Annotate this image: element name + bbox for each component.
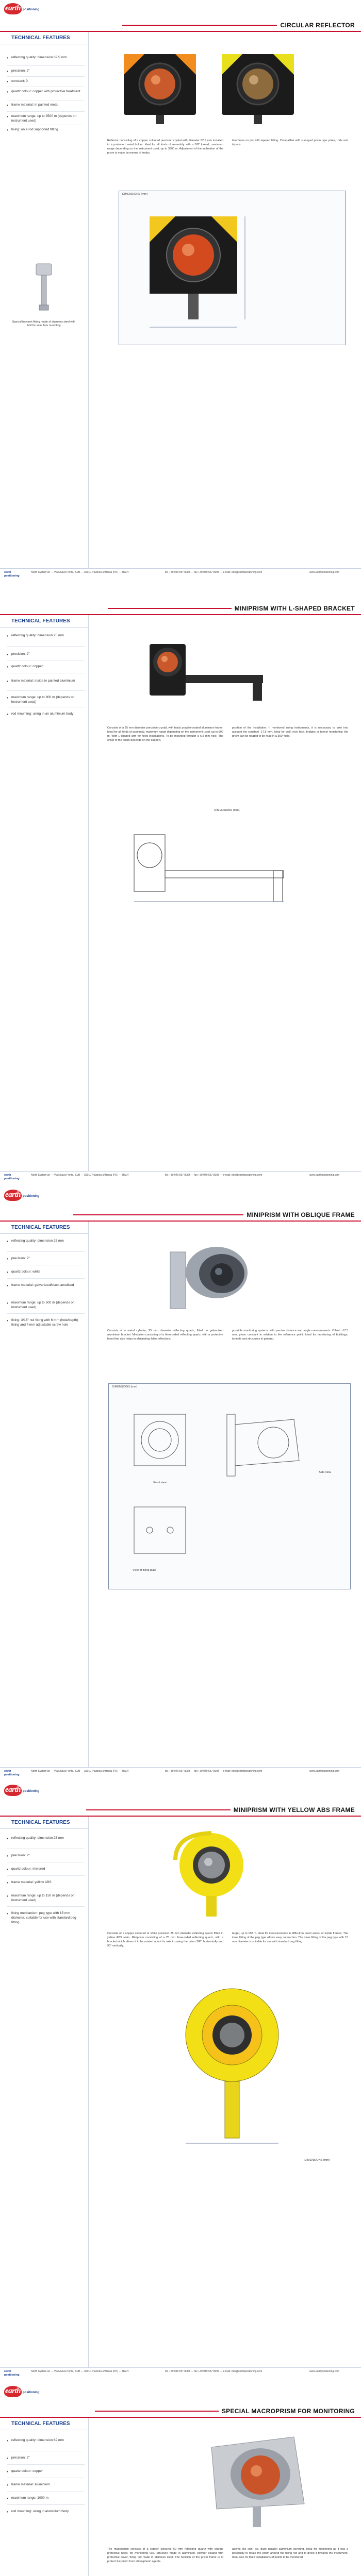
section-title: CIRCULAR REFLECTOR (280, 22, 355, 29)
caption-fixing-plate: View of fixing plate (133, 1569, 156, 1572)
description-left: The macroprism consists of a copper coloured 62 mm reflecting quartz with orange protective hood, for monitoring use. Structure made in aluminium, powder coated with protective cover, fixing rod made in stainless steel. The function of the prism frame is to protect the prism from atmospheric agents. (107, 2548, 223, 2563)
dimensions-label: DIMENSIONS (mm) (112, 1385, 138, 1388)
company-logo (4, 1785, 39, 1800)
section-title-bar (95, 2405, 355, 2417)
logo-text: earth (5, 1191, 21, 1199)
oblique-plate-drawing (124, 1502, 196, 1564)
technical-features-heading: TECHNICAL FEATURES (0, 2418, 88, 2430)
feature-item: • reflecting quality: dimension 62 mm (11, 2438, 84, 2443)
feature-item: • reflecting quality: dimension 25 mm (11, 1239, 84, 1244)
technical-features-sidebar (0, 2418, 89, 2576)
feature-item: • reflecting quality: dimension 62.5 mm (11, 56, 84, 60)
technical-features-heading: TECHNICAL FEATURES (0, 32, 88, 44)
description-right: possible monitoring systems with precise distance and angle measurements. Offset: -17.5 mm, prism constant in relation to the reference point. Ideal for monitoring of buildings, tunnels and structures in general. (232, 1329, 348, 1341)
feature-item: • frame material: in painted metal (11, 103, 84, 108)
macroprism-image (191, 2427, 325, 2530)
feature-item: • maximum range: up to 3500 m (depends on instrument used) (11, 114, 84, 124)
technical-features-sidebar (0, 615, 89, 1172)
logo-sub: positioning (23, 2391, 40, 2394)
logo-text: earth (5, 4, 21, 12)
logo-sub: positioning (23, 1195, 40, 1198)
footer-address: North System srl — Via Nuova Ponte, 81/B — 35010 Piazzola s/Brenta (PD) — ITALY (31, 1174, 129, 1177)
feature-item: • precision: 2" (11, 1257, 84, 1261)
feature-item: • precision: 2" (11, 652, 84, 657)
footer-brand: earth positioning (4, 2370, 20, 2377)
page-miniprism-yellow (0, 1783, 361, 2380)
feature-item: • rod mounting: using in aluminium body (11, 2510, 84, 2514)
feature-item: • precision: 2" (11, 1854, 84, 1858)
dimensions-label: DIMENSIONS (mm) (304, 2159, 330, 2162)
footer-address: North System srl — Via Nuova Ponte, 81/B — 35010 Piazzola s/Brenta (PD) — ITALY (31, 571, 129, 574)
feature-item: • quartz colour: copper (11, 2469, 84, 2474)
logo-sub: positioning (23, 8, 40, 11)
dimensions-label: DIMENSIONS (mm) (122, 193, 148, 196)
feature-item: • maximum range: 1000 m (11, 2496, 84, 2501)
logo-text: earth (5, 2387, 21, 2395)
logo-text: earth (5, 1786, 21, 1794)
section-title-bar (86, 1804, 355, 1816)
page-circular-reflector (0, 0, 361, 580)
feature-item: • fixing mechanism: peg type with 15 mm diameter, suitable for use with standard peg fitting (11, 1911, 84, 1925)
feature-item: • maximum range: up to 800 m (depends on instrument used) (11, 696, 84, 705)
caption-front-view: Front view (153, 1481, 167, 1484)
circular-reflector-yellow-image (217, 49, 299, 126)
technical-features-heading: TECHNICAL FEATURES (0, 615, 88, 628)
circular-reflector-image (119, 49, 201, 126)
section-title: MINIPRISM WITH OBLIQUE FRAME (247, 1211, 355, 1218)
footer-web[interactable]: www.earthpositioning.com (309, 1174, 340, 1177)
feature-item: • reflecting quality: dimension 25 mm (11, 634, 84, 638)
feature-item: • quartz colour: white (11, 1270, 84, 1275)
dimensions-label: DIMENSIONS (mm) (214, 809, 240, 812)
oblique-front-drawing (124, 1404, 196, 1476)
section-title: SPECIAL MACROPRISM FOR MONITORING (221, 2408, 355, 2415)
feature-item: • quartz colour: copper with protective treatment (11, 90, 84, 94)
company-logo (4, 3, 39, 19)
technical-features-sidebar (0, 1817, 89, 2368)
footer-contact: tel. +39 049 557 8088 — fax +39 049 557 8093 — e-mail: info@earthpositioning.com (165, 571, 262, 574)
technical-features-heading: TECHNICAL FEATURES (0, 1222, 88, 1234)
section-title: MINIPRISM WITH YELLOW ABS FRAME (233, 1806, 355, 1814)
footer-contact: tel. +39 049 557 8088 — fax +39 049 557 8093 — e-mail: info@earthpositioning.com (165, 2370, 262, 2373)
technical-features-heading: TECHNICAL FEATURES (0, 1817, 88, 1829)
feature-item: • constant: 0 (11, 79, 84, 84)
bayonet-fitting-image (21, 259, 67, 315)
company-logo (4, 1190, 39, 1205)
miniprism-oblique-image (150, 1236, 263, 1319)
page-footer (0, 2367, 361, 2379)
logo-sub: positioning (23, 1790, 40, 1793)
footer-contact: tel. +39 049 557 8088 — fax +39 049 557 8093 — e-mail: info@earthpositioning.com (165, 1174, 262, 1177)
description-right: target, up to 150 m. Ideal for measurements in difficult to reach areas, or inside frames. The inner fitting of the peg type allows easy connection. The inner fitting of the peg type with 15 mm diameter is suitable for use with standard peg fitting. (232, 1932, 348, 1943)
feature-item: • fixing: on a rod supported fitting (11, 128, 84, 132)
description-left: Reflector consisting of a copper coloured precision crystal with diameter 62.5 mm installed in a protected metal holder. Ideal for all kinds of assembly with a 5/8" thread, maximum range depending on the instrument used, up to 3500 m. Adjustment of the inclination of the prism is made by means of knobs. (107, 139, 223, 155)
feature-item: • frame material: galvanized/black anodised (11, 1283, 84, 1288)
footer-brand: earth positioning (4, 1174, 20, 1181)
section-title: MINIPRISM WITH L-SHAPED BRACKET (234, 605, 355, 612)
feature-item: • quartz colour: copper (11, 665, 84, 669)
feature-item: • fixing: 3/16" nut fixing with 6 mm (hole/depth) fixing and 4 mm adjustable screw hole (11, 1318, 84, 1328)
footer-web[interactable]: www.earthpositioning.com (309, 571, 340, 574)
footer-address: North System srl — Via Nuova Ponte, 81/B — 35010 Piazzola s/Brenta (PD) — ITALY (31, 1770, 129, 1773)
page-footer (0, 1767, 361, 1778)
description-left: Consists of a metal cylinder, 25 mm diameter reflecting quartz, fitted on galvanized aluminium bracket. Miniprism consisting of a three-sided reflecting quartz, with a protective hood that also helps in eliminating false reflections. (107, 1329, 223, 1341)
section-title-bar (108, 603, 355, 614)
footer-web[interactable]: www.earthpositioning.com (309, 1770, 340, 1773)
description-right: agents like rain, ice, dust; parallel aluminium covering. Ideal for monitoring as it has a possibility to rotate the prism around the fixing rod and to direct it towards the instrument. Ideal also for fixed installations of points to be monitored. (232, 2548, 348, 2559)
page-miniprism-oblique (0, 1188, 361, 1780)
page-miniprism-l-bracket (0, 582, 361, 1185)
page-special-macroprism (0, 2383, 361, 2576)
description-right: position of the installation. If monitored using instruments, it is necessary to take into account the constant -17.5 mm. Ideal for wall, rock face, bridges or tunnel monitoring: the prism can be rotated to be read in a 360° field. (232, 726, 348, 738)
section-title-bar (122, 20, 355, 31)
footer-brand: earth positioning (4, 1770, 20, 1777)
footer-brand: earth positioning (4, 571, 20, 578)
feature-item: • maximum range: up to 150 m (depends on instrument used) (11, 1894, 84, 1903)
page-footer (0, 568, 361, 580)
technical-features-sidebar (0, 32, 89, 568)
caption-side-view: Side view (319, 1471, 331, 1474)
miniprism-yellow-drawing (124, 1984, 330, 2148)
miniprism-yellow-image (155, 1824, 268, 1922)
feature-item: • frame material: yellow ABS (11, 1880, 84, 1885)
description-left: Consists of a copper coloured or white precision 25 mm diameter reflecting quartz fitted in yellow ABS resin. Miniprism consisting of a 25 mm three-sided reflecting quartz, with a bracket which allows it to be rotated about its axis to swing the prism 360° horizontally and 90° vertically. (107, 1932, 223, 1947)
feature-item: • quartz colour: mirrored (11, 1867, 84, 1872)
description-right: Interfaces on pin with tapered fitting. Compatible with surveyed prism type poles, rods and tripods. (232, 139, 348, 146)
section-title-bar (73, 1209, 355, 1221)
feature-item: • precision: 2" (11, 69, 84, 74)
circular-reflector-drawing (139, 206, 253, 335)
footer-contact: tel. +39 049 557 8088 — fax +39 049 557 8093 — e-mail: info@earthpositioning.com (165, 1770, 262, 1773)
feature-item: • maximum range: up to 500 m (depends on instrument used) (11, 1301, 84, 1310)
feature-item: • rod mounting: using in an aluminium body (11, 712, 84, 717)
footer-address: North System srl — Via Nuova Ponte, 81/B — 35010 Piazzola s/Brenta (PD) — ITALY (31, 2370, 129, 2373)
miniprism-l-bracket-drawing (124, 819, 309, 912)
page-footer (0, 1171, 361, 1182)
feature-item: • frame material: inside in painted aluminium (11, 679, 84, 684)
feature-item: • reflecting quality: dimension 25 mm (11, 1836, 84, 1841)
description-left: Consists of a 25 mm diameter precision crystal, with black powder-coated aluminium frame. Ideal for all kinds of assembly, maximum range depending on the instrument used, up to 800 m. With L-shaped arm for fixed installations. To be mounted through a 6.5 mm hole. The offset of the prism depends on the support. (107, 726, 223, 742)
company-logo (4, 2386, 39, 2401)
bayonet-caption: Special bayonet fitting made of stainless steel with bolt for safe floor mounting (12, 320, 76, 328)
feature-item: • frame material: aluminium (11, 2483, 84, 2487)
technical-features-sidebar (0, 1222, 89, 1768)
miniprism-l-bracket-image (129, 629, 294, 711)
feature-item: • precision: 2" (11, 2456, 84, 2461)
footer-web[interactable]: www.earthpositioning.com (309, 2370, 340, 2373)
